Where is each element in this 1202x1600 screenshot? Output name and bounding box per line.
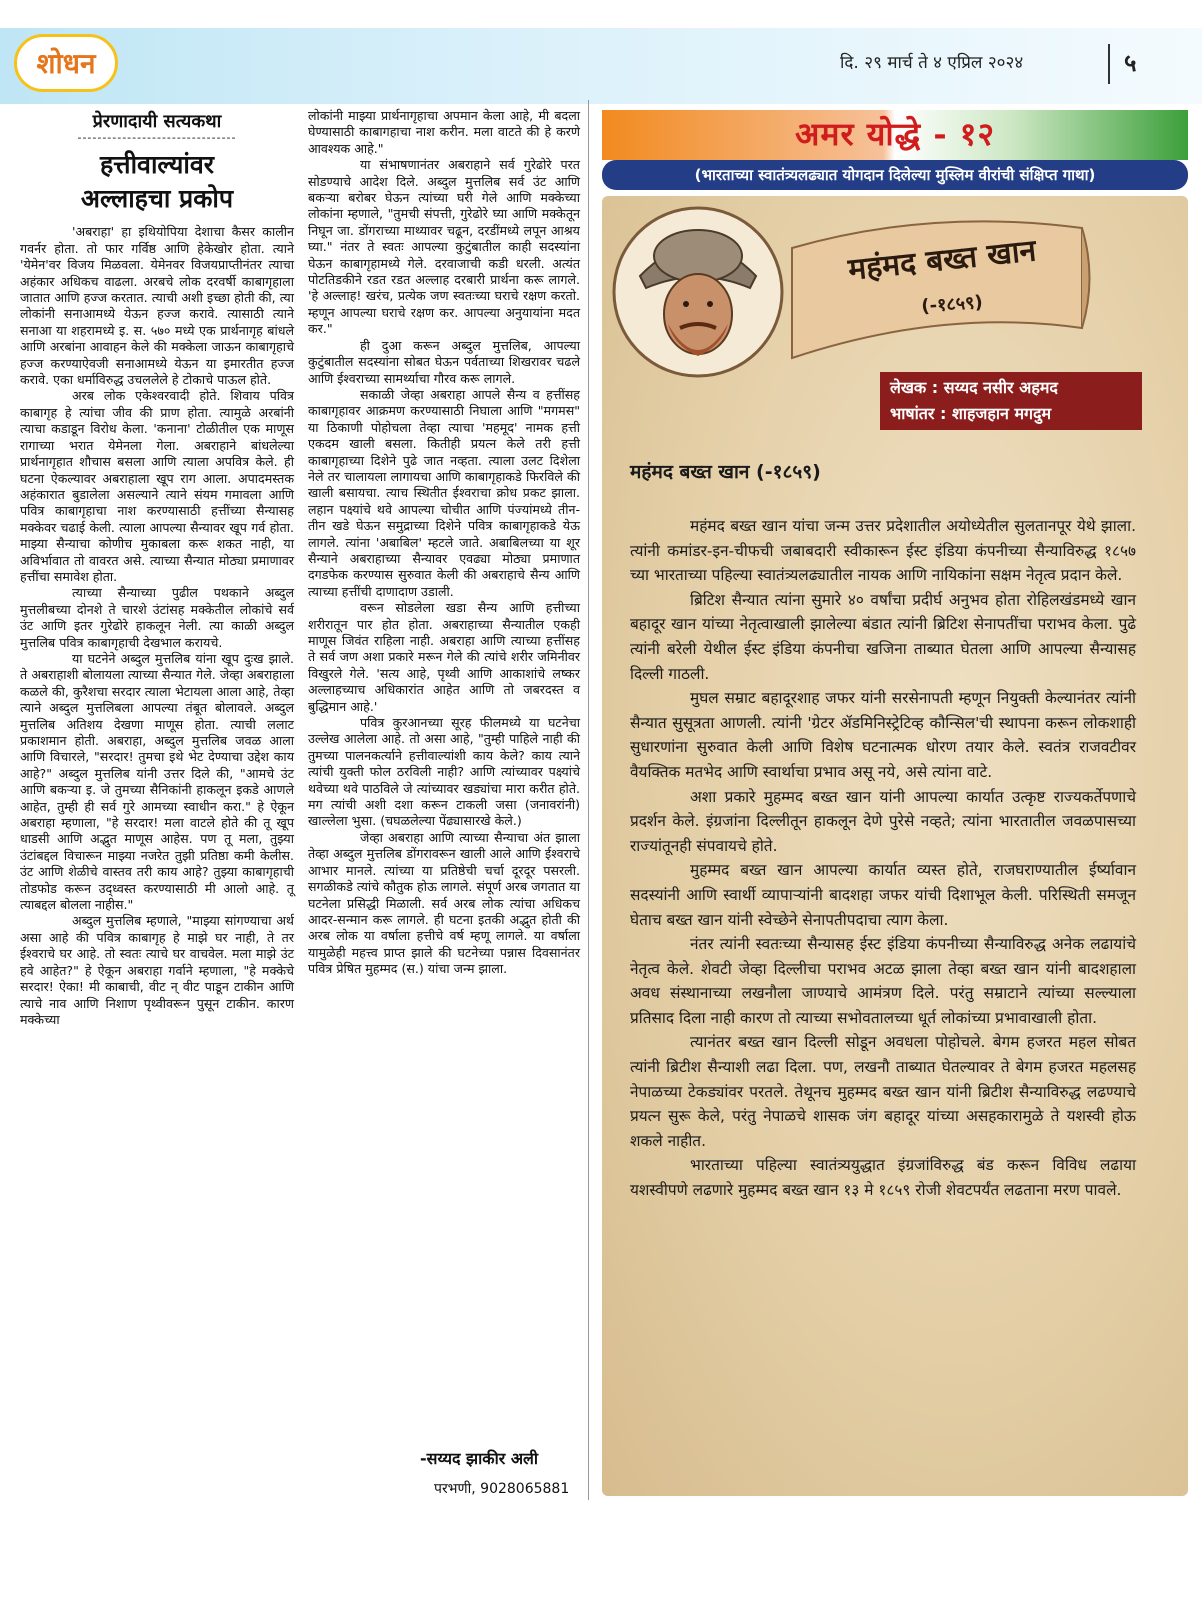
page-header	[0, 0, 1202, 108]
article-kicker: प्रेरणादायी सत्यकथा	[92, 111, 222, 132]
series-subtitle: (भारताच्या स्वातंत्र्यलढ्यात योगदान दिलेल्या मुस्लिम वीरांची संक्षिप्त गाथा)	[602, 160, 1188, 190]
paragraph: मुहम्मद बख्त खान आपल्या कार्यात व्यस्त होते, राजघराण्यातील ईर्ष्यावान सदस्यांनी आणि स्वार्थी व्यापाऱ्यांनी बादशहा जफर यांची दिशाभूल केली. परिस्थिती समजून घेताच बख्त खान यांनी स्वेच्छेने सेनापतीपदाचा त्याग केला.	[630, 861, 1136, 929]
series-title: अमर योद्धे - १२	[794, 115, 996, 153]
left-article-column-1	[20, 108, 294, 1028]
paragraph: 'अबराहा' हा इथियोपिया देशाचा कैसर कालीन गवर्नर होता. तो फार गर्विष्ठ आणि हेकेखोर होता. त्याने 'येमेन'वर विजय मिळवला. येमेनवर विजयप्राप्तीनंतर त्याचा अहंकार अधिकच वाढला. अरबचे लोक दरवर्षी काबागृहाला जातात आणि हज्ज करतात. त्याची अशी इच्छा होती की, त्या लोकांनी सनाआमध्ये येऊन हज्ज करावे. त्यासाठी त्याने सनाआ या शहरामध्ये इ. स. ५७० मध्ये एक प्रार्थनागृह बांधले आणि अरबांना आवाहन केले की मक्केला जाऊन काबागृहाचे हज्ज करण्याऐवजी सनाआमध्ये येऊन या इमारतीत हज्ज करावे. एका धर्माविरुद्ध उचललेले हे टोकाचे पाऊल होते.	[20, 224, 294, 388]
publication-logo: शोधन	[14, 34, 118, 92]
paragraph: जेव्हा अबराहा आणि त्याच्या सैन्याचा अंत झाला तेव्हा अब्दुल मुत्तलिब डोंगरावरून खाली आले आणि ईश्वराचे आभार मानले. त्यांच्या या प्रतिष्ठेची चर्चा दूरदूर पसरली. सगळीकडे त्यांचे कौतुक होऊ लागले. संपूर्ण अरब जगतात या घटनेला प्रसिद्धी मिळाली. सर्व अरब लोक त्यांचा अधिकच आदर-सन्मान करू लागले. ही घटना इतकी अद्भुत होती की अरब लोक या वर्षाला हत्तीचे वर्ष म्हणू लागले. या वर्षाला यामुळेही महत्त्व प्राप्त झाले की घटनेच्या पन्नास दिवसानंतर पवित्र प्रेषित मुहम्मद (स.) यांचा जन्म झाला.	[308, 829, 580, 977]
paragraph: भारताच्या पहिल्या स्वातंत्र्ययुद्धात इंग्रजांविरुद्ध बंड करून विविध लढाया यशस्वीपणे लढणारे मुहम्मद बख्त खान १३ मे १८५९ रोजी शेवटपर्यंत लढताना मरण पावले.	[630, 1156, 1136, 1200]
name-scroll	[782, 208, 1092, 368]
paragraph: या संभाषणानंतर अबराहाने सर्व गुरेढोरे परत सोडण्याचे आदेश दिले. अब्दुल मुत्तलिब सर्व उंट आणि बकऱ्या बरोबर घेऊन त्यांच्या घरी गेले आणि मक्केच्या लोकांना म्हणाले, "तुमची संपत्ती, गुरेढोरे घ्या आणि मक्केतून निघून जा. डोंगराच्या माथ्यावर चढून, दरडींमध्ये लपून आश्रय घ्या." नंतर ते स्वतः आपल्या कुटुंबातील काही सदस्यांना घेऊन काबागृहामध्ये गेले. दरवाजाची कडी धरली. अत्यंत पोटतिडकीने रडत रडत अल्लाह दरबारी प्रार्थना करू लागले. 'हे अल्लाह! खरंच, प्रत्येक जण स्वतःच्या घराचे रक्षण करतो. म्हणून आपल्या घराचे रक्षण कर. आपल्या अनुयायांना मदत कर."	[308, 157, 580, 337]
hero-name: महंमद बख्त खान	[846, 233, 1038, 288]
feature-panel	[596, 104, 1192, 1500]
article-title-line: हत्तीवाल्यांवर	[100, 150, 214, 180]
paragraph: सकाळी जेव्हा अबराहा आपले सैन्य व हत्तींसह काबागृहावर आक्रमण करण्यासाठी निघाला आणि "मगमस" या ठिकाणी पोहोचला तेव्हा त्याचा 'महमूद' नामक हत्ती एकदम खाली बसला. कितीही प्रयत्न केले तरी हत्ती काबागृहाच्या दिशेने पुढे जात नव्हता. त्याला उलट दिशेला नेले तर चालायला लागायचा आणि काबागृहाकडे फिरविले की खाली बसायचा. त्याच स्थितीत ईश्वराचा क्रोध प्रकट झाला. लहान पक्ष्यांचे थवे आपल्या चोचीत आणि पंज्यांमध्ये तीन-तीन खडे घेऊन समुद्राच्या दिशेने पवित्र काबागृहाकडे येऊ लागले. त्यांना 'अबाबिल' म्हटले जाते. अबाबिलच्या या शूर सैन्याने अबराहाच्या सैन्यावर एवढ्या मोठ्या प्रमाणात दगडफेक करण्यास सुरुवात केली की अबराहाचे सैन्य आणि त्याच्या हत्तींची दाणादाण उडाली.	[308, 386, 580, 599]
paragraph: त्याच्या सैन्याच्या पुढील पथकाने अब्दुल मुत्तलीबच्या दोनशे ते चारशे उंटांसह मक्केतील लोकांचे सर्व उंट आणि इतर गुरेढोरे हाकलून नेली. त्या काळी अब्दुल मुत्तलिब पवित्र काबागृहाची देखभाल करायचे.	[20, 585, 294, 650]
article-title	[20, 148, 294, 216]
paragraph: या घटनेने अब्दुल मुत्तलिब यांना खूप दुःख झाले. ते अबराहाशी बोलायला त्याच्या सैन्यात गेले. जेव्हा अबराहाला कळले की, कुरैशचा सरदार त्याला भेटायला आला आहे, तेव्हा त्याने अब्दुल मुत्तलिबला आपल्या तंबूत बोलावले. अब्दुल मुत्तलिब अतिशय देखणा माणूस होता. त्याची ललाट प्रकाशमान होती. अबराहा, अब्दुल मुत्तलिब जवळ आला आणि विचारले, "सरदार! तुमचा इथे भेट देण्याचा उद्देश काय आहे?" अब्दुल मुत्तलिब यांनी उत्तर दिले की, "आमचे उंट आणि बकऱ्या इ. जे तुमच्या सैनिकांनी हाकलून इकडे आणले आहेत, तुम्ही ही सर्व गुरे आमच्या स्वाधीन करा." हे ऐकून अबराहा म्हणाला, "हे सरदार! मला वाटले होते की तू खूप धाडसी आणि अद्भुत माणूस आहेस. पण तू मला, तुझ्या उंटांबद्दल विचारून माझ्या नजरेत तुझी प्रतिष्ठा कमी केलीस. उंट आणि शेळीचे वास्तव तरी काय आहे? तुझ्या काबागृहाची तोडफोड करून उद्ध्वस्त करण्यासाठी मी आलो आहे. तू त्याबद्दल बोलला नाहीस."	[20, 650, 294, 913]
feature-heading: महंमद बख्त खान (-१८५९)	[630, 461, 821, 483]
paragraph: ही दुआ करून अब्दुल मुत्तलिब, आपल्या कुटुंबातील सदस्यांना सोबत घेऊन पर्वताच्या शिखरावर चढले आणि ईश्वराच्या सामर्थ्याचा गौरव करू लागले.	[308, 337, 580, 386]
parchment-background	[602, 196, 1188, 1496]
series-banner	[602, 110, 1188, 160]
article-title-line: अल्लाहचा प्रकोप	[80, 184, 234, 214]
hero-years: (-१८५९)	[920, 291, 984, 318]
byline-box	[880, 372, 1142, 430]
paragraph: अब्दुल मुत्तलिब म्हणाले, "माझ्या सांगण्याचा अर्थ असा आहे की पवित्र काबागृह हे माझे घर नाही, ते तर ईश्वराचे घर आहे. तो स्वतः त्याचे घर वाचवेल. मला माझे उंट हवे आहेत?" हे ऐकून अबराहा गर्वाने म्हणाला, "हे मक्केचे सरदार! ऐका! मी काबाची, वीट न् वीट पाडून टाकीन आणि त्याचे नाव आणि निशाण पृथ्वीवरून पुसून टाकीन. कारण मक्केच्या	[20, 913, 294, 1027]
paragraph: त्यानंतर बख्त खान दिल्ली सोडून अवधला पोहोचले. बेगम हजरत महल सोबत त्यांनी ब्रिटीश सैन्याशी लढा दिला. पण, लखनौ ताब्यात घेतल्यावर ते बेगम हजरत महलसह नेपाळच्या टेकड्यांवर परतले. तेथूनच मुहम्मद बख्त खान यांनी ब्रिटीश सैन्याविरुद्ध लढण्याचे प्रयत्न सुरू केले, परंतु नेपाळचे शासक जंग बहादूर यांच्या असहकारामुळे ते यशस्वी होऊ शकले नाहीत.	[630, 1033, 1136, 1150]
portrait-image	[610, 196, 785, 381]
paragraph: ब्रिटिश सैन्यात त्यांना सुमारे ४० वर्षांचा प्रदीर्घ अनुभव होता रोहिलखंडमध्ये खान बहादूर खान यांच्या नेतृत्वाखाली झालेल्या बंडात त्यांनी ब्रिटिश सेनापतींचा पराभव केला. पुढे त्यांनी बरेली येथील ईस्ट इंडिया कंपनीचा खजिना ताब्यात घेतला आणि आपल्या सैन्यासह दिल्ली गाठली.	[630, 590, 1136, 683]
issue-date: दि. २९ मार्च ते ४ एप्रिल २०२४	[840, 53, 1024, 73]
header-divider	[1108, 44, 1110, 84]
paragraph: वरून सोडलेला खडा सैन्य आणि हत्तीच्या शरीरातून पार होत होता. अबराहाच्या सैन्यातील एकही माणूस जिवंत राहिला नाही. अबराहा आणि त्याच्या हत्तींसह ते सर्व जण अशा प्रकारे मरून गेले की त्यांचे शरीर जमिनीवर विखुरले गेले. 'सत्य आहे, पृथ्वी आणि आकाशांचे लष्कर अल्लाहच्याच अधिकारांत आहेत आणि तो जबरदस्त व बुद्धिमान आहे.'	[308, 600, 580, 714]
paragraph: पवित्र कुरआनच्या सूरह फीलमध्ये या घटनेचा उल्लेख आलेला आहे. तो असा आहे, "तुम्ही पाहिले नाही की तुमच्या पालनकर्त्याने हत्तीवाल्यांशी काय केले? काय त्याने त्यांची युक्ती फोल ठरविली नाही? आणि त्यांच्यावर पक्ष्यांचे थवेच्या थवे पाठविले जे त्यांच्यावर खड्यांचा मारा करीत होते. मग त्यांची अशी दशा करून टाकली जसा (जनावरांनी) खाल्लेला भुसा. (चघळलेल्या पेंढ्यासारखे केले.)	[308, 715, 580, 829]
paragraph: नंतर त्यांनी स्वतःच्या सैन्यासह ईस्ट इंडिया कंपनीच्या सैन्याविरुद्ध अनेक लढायांचे नेतृत्व केले. शेवटी जेव्हा दिल्लीचा पराभव अटळ झाला तेव्हा बख्त खान यांनी बादशहाला अवध संस्थानाच्या लखनौला जाण्याचे आमंत्रण दिले. परंतु सम्राटाने त्यांच्या सल्ल्याला प्रतिसाद दिला नाही कारण तो त्याच्या सभोवतालच्या धूर्त लोकांच्या प्रभावाखाली होता.	[630, 935, 1136, 1027]
byline-author: लेखक : सय्यद नसीर अहमद	[890, 378, 1058, 397]
left-article-column-2	[308, 108, 580, 978]
paragraph: मुघल सम्राट बहादूरशाह जफर यांनी सरसेनापती म्हणून नियुक्ती केल्यानंतर त्यांनी सैन्यात सुसूत्रता आणली. त्यांनी 'ग्रेटर ॲडमिनिस्ट्रेटिव्ह कौन्सिल'ची स्थापना करून लोकशाही सुधारणांना सुरुवात केली आणि विशेष घटनात्मक धोरण तयार केले. स्वतंत्र राजवटीवर वैयक्तिक मतभेद आणि स्वार्थाचा प्रभाव असू नये, असे त्यांना वाटे.	[630, 689, 1136, 781]
paragraph: अशा प्रकारे मुहम्मद बख्त खान यांनी आपल्या कार्यात उत्कृष्ट राज्यकर्तेपणाचे प्रदर्शन केले. इंग्रजांना दिल्लीतून हाकलून देणे पुरेसे नव्हते; त्यांना भारतातील जवळपासच्या राज्यांतूनही संपवायचे होते.	[630, 787, 1136, 855]
article-author: -सय्यद झाकीर अली	[420, 1449, 539, 1468]
paragraph: लोकांनी माझ्या प्रार्थनागृहाचा अपमान केला आहे, मी बदला घेण्यासाठी काबागहाचा नाश करीन. मला वाटते की हे करणे आवश्यक आहे."	[308, 108, 580, 156]
byline-translator: भाषांतर : शाहजहान मगदुम	[890, 404, 1052, 423]
paragraph: अरब लोक एकेश्वरवादी होते. शिवाय पवित्र काबागृह हे त्यांचा जीव की प्राण होता. त्यामुळे अरबांनी त्याचा कडाडून विरोध केला. 'कनाना' टोळीतील एक माणूस रागाच्या भरात येमेनला गेला. अबराहाने बांधलेल्या प्रार्थनागृहात शौचास बसला आणि त्याला अपवित्र केले. ही घटना ऐकल्यावर अबराहाला खूप राग आला. अपादमस्तक अहंकारात बुडालेला असल्याने त्याने संयम गमावला आणि पवित्र काबागृहाचा नाश करण्यासाठी हत्तींच्या सैन्यासह मक्केवर चढाई केली. त्याला आपल्या सैन्यावर खूप गर्व होता. माझ्या सैन्याचा कोणीच मुकाबला करू शकत नाही, या अविर्भावात तो वावरत असे. त्याच्या सैन्यात मोठ्या प्रमाणावर हत्तींचा समावेश होता.	[20, 388, 294, 584]
page-number: ५	[1124, 49, 1137, 77]
paragraph: महंमद बख्त खान यांचा जन्म उत्तर प्रदेशातील अयोध्येतील सुलतानपूर येथे झाला. त्यांनी कमांडर-इन-चीफची जबाबदारी स्वीकारून ईस्ट इंडिया कंपनीच्या सैन्याविरुद्ध १८५७ च्या भारताच्या पहिल्या स्वातंत्र्यलढ्यातील नायक आणि नायिकांना सक्षम नेतृत्व प्रदान केले.	[630, 517, 1136, 585]
kicker-rule: --------------------------------	[77, 131, 237, 145]
feature-body	[630, 514, 1136, 1203]
author-location: परभणी, 9028065881	[434, 1481, 570, 1497]
column-divider	[588, 100, 589, 1500]
